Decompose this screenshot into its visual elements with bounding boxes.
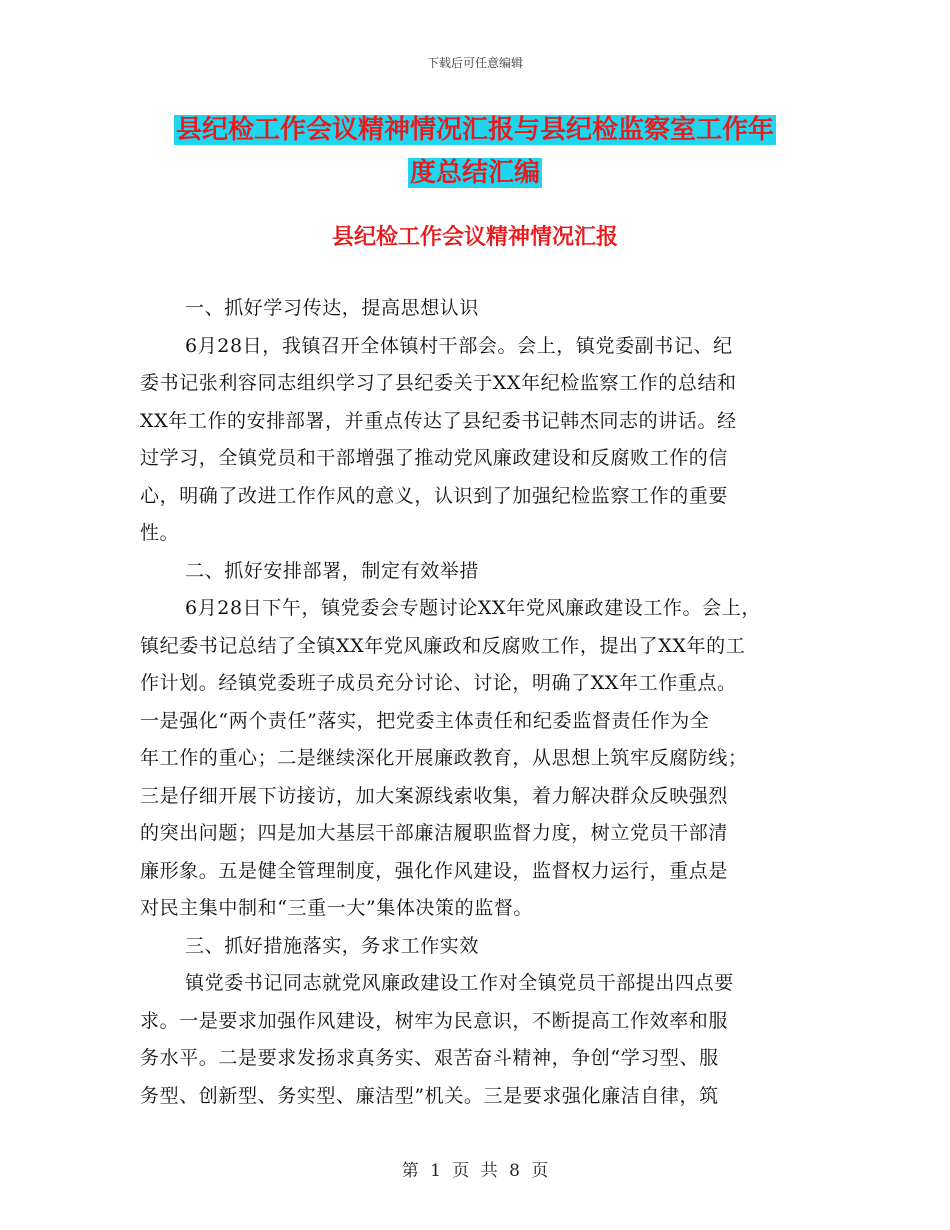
- body-line: 求。一是要求加强作风建设，树牢为民意识，不断提高工作效率和服: [140, 1009, 729, 1032]
- body-line: 镇纪委书记总结了全镇XX年党风廉政和反腐败工作，提出了XX年的工: [140, 634, 746, 657]
- document-title-text-1: 县纪检工作会议精神情况汇报与县纪检监察室工作年: [175, 115, 774, 145]
- body-line: 镇党委书记同志就党风廉政建设工作对全镇党员干部提出四点要: [185, 972, 734, 994]
- document-title-line-2: [0, 155, 950, 191]
- page-footer: 第 1 页 共 8 页: [401, 1161, 549, 1181]
- body-line: XX年工作的安排部署，并重点传达了县纪委书记韩杰同志的讲话。经: [140, 409, 737, 432]
- body-text: [140, 290, 810, 1115]
- body-line: 一、抓好学习传达，提高思想认识: [185, 297, 480, 319]
- document-title-text-2: 度总结汇编: [409, 158, 540, 188]
- body-line: 作计划。经镇党委班子成员充分讨论、讨论，明确了XX年工作重点。: [140, 672, 737, 694]
- body-line: 委书记张利容同志组织学习了县纪委关于XX年纪检监察工作的总结和: [140, 372, 737, 394]
- body-line: 务型、创新型、务实型、廉洁型”机关。三是要求强化廉洁自律，筑: [140, 1084, 719, 1107]
- body-line: 的突出问题；四是加大基层干部廉洁履职监督力度，树立党员干部清: [140, 822, 729, 844]
- body-line: 性。: [140, 522, 180, 544]
- body-line: 6月28日下午，镇党委会专题讨论XX年党风廉政建设工作。会上，: [185, 597, 761, 619]
- body-line: 一是强化“两个责任”落实，把党委主体责任和纪委监督责任作为全: [140, 709, 710, 732]
- body-line: 过学习，全镇党员和干部增强了推动党风廉政建设和反腐败工作的信: [140, 447, 729, 469]
- header-note: 下载后可任意编辑: [426, 56, 523, 70]
- document-title-line-1: [0, 112, 950, 148]
- body-line: 6月28日，我镇召开全体镇村干部会。会上，镇党委副书记、纪: [185, 334, 733, 357]
- body-line: 二、抓好安排部署，制定有效举措: [185, 559, 480, 582]
- body-line: 对民主集中制和“三重一大”集体决策的监督。: [140, 897, 534, 919]
- body-line: 三是仔细开展下访接访，加大案源线索收集，着力解决群众反映强烈: [140, 784, 729, 807]
- body-line: 三、抓好措施落实，务求工作实效: [185, 934, 480, 957]
- body-line: 心，明确了改进工作作风的意义，认识到了加强纪检监察工作的重要: [140, 484, 729, 507]
- body-line: 年工作的重心；二是继续深化开展廉政教育，从思想上筑牢反腐防线；: [140, 747, 748, 769]
- body-line: 廉形象。五是健全管理制度，强化作风建设，监督权力运行，重点是: [140, 859, 729, 882]
- section-title: 县纪检工作会议精神情况汇报: [331, 224, 618, 250]
- body-line: 务水平。二是要求发扬求真务实、艰苦奋斗精神，争创“学习型、服: [140, 1047, 719, 1069]
